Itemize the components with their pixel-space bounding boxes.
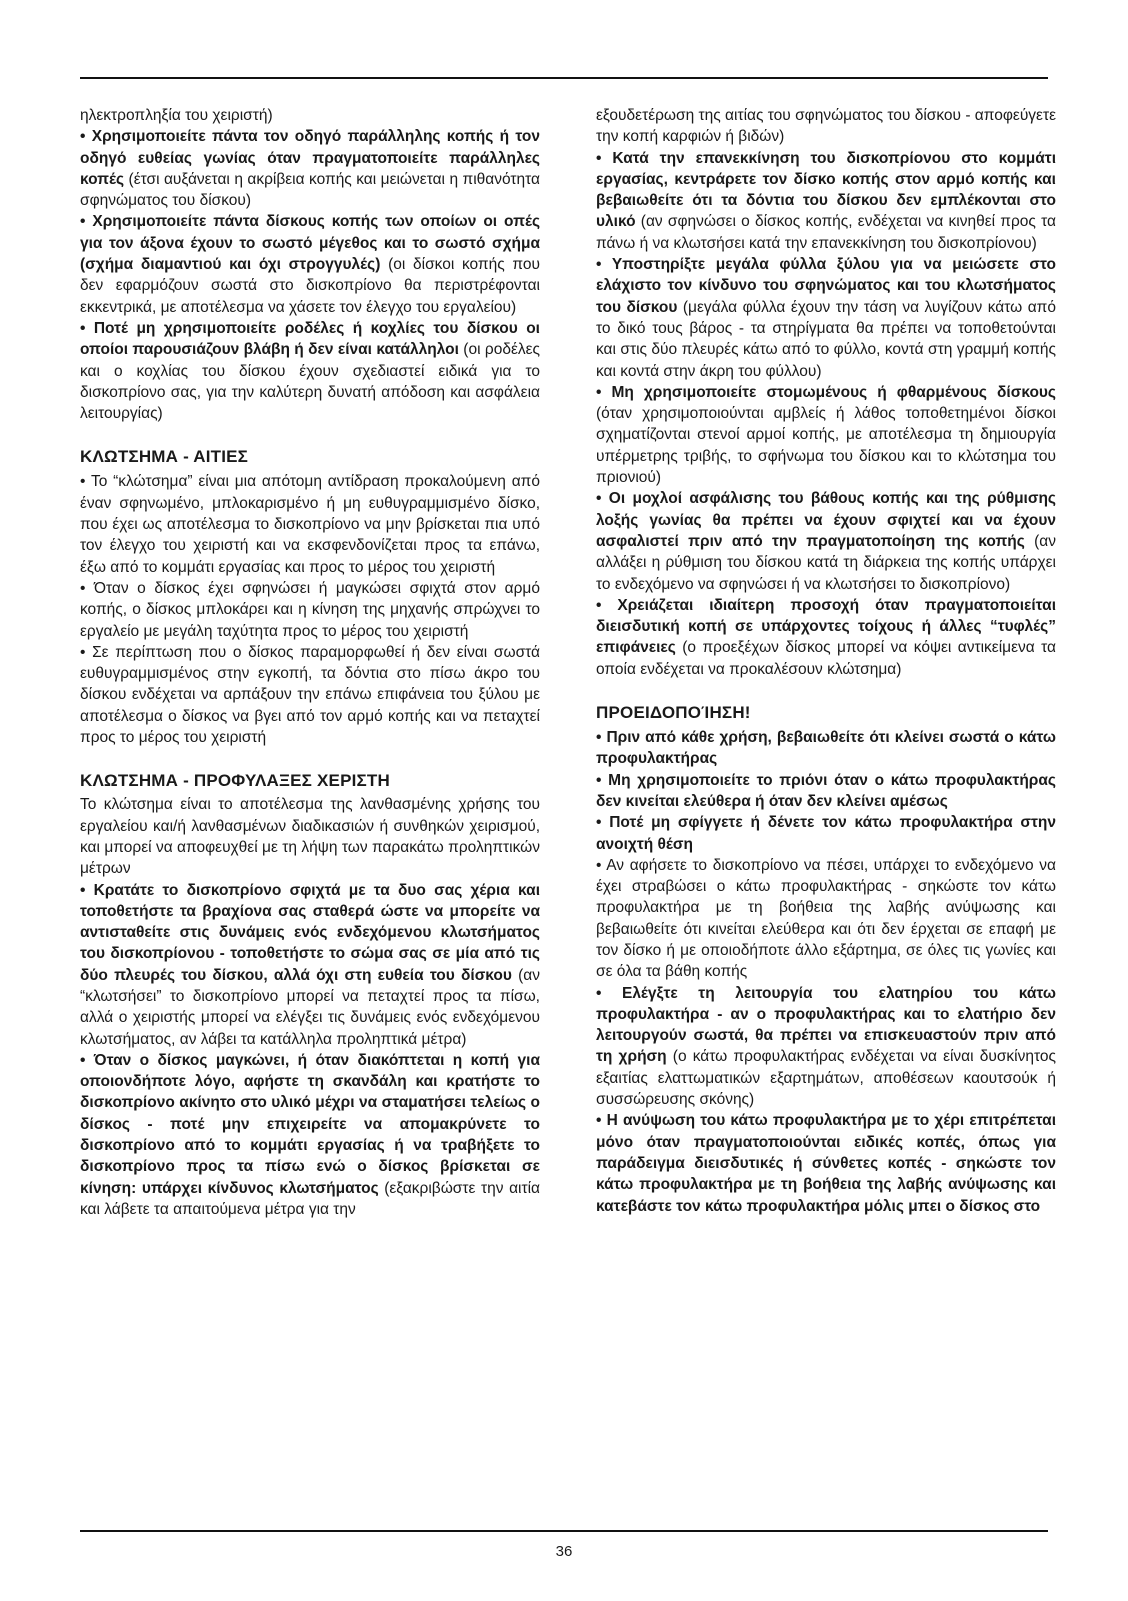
body-text: (αν σφηνώσει ο δίσκος κοπής, ενδέχεται να κινηθεί προς τα πάνω ή να κλωτσήσει κατά την επανεκκίνηση του δισκοπρίονου) bbox=[596, 213, 1056, 252]
paragraph bbox=[596, 595, 1056, 680]
body-text: (οι ροδέλες και ο κοχλίας του δίσκου έχουν σχεδιαστεί ειδικά για το δισκοπρίονο σας, για την καλύτερη δυνατή απόδοση και ασφάλεια λειτουργίας) bbox=[80, 341, 540, 423]
left-column bbox=[80, 105, 540, 1220]
bold-text: • Πριν από κάθε χρήση, βεβαιωθείτε ότι κλείνει σωστά ο κάτω προφυλακτήρας bbox=[596, 729, 1056, 768]
page-number: 36 bbox=[555, 1543, 573, 1560]
paragraph: • Όταν ο δίσκος έχει σφηνώσει ή μαγκώσει σφιχτά στον αρμό κοπής, ο δίσκος μπλοκάρει και η κίνηση της μηχανής σπρώχνει το εργαλείο με μεγάλη ταχύτητα προς το μέρος του χειριστή bbox=[80, 579, 540, 640]
paragraph bbox=[80, 880, 540, 1050]
bold-text: • Μη χρησιμοποιείτε το πριόνι όταν ο κάτω προφυλακτήρας δεν κινείται ελεύθερα ή όταν δεν κλείνει αμέσως bbox=[596, 771, 1056, 810]
bold-text: • Η ανύψωση του κάτω προφυλακτήρα με το χέρι επιτρέπεται μόνο όταν πραγματοποιούνται ειδικές κοπές, όπως για παράδειγμα διεισδυτικές ή σύνθετες κοπές - σηκώστε τον κάτω προφυλακτήρα με τη βοήθεια της λαβής ανύψωσης και κατεβάστε τον κάτω προφυλακτήρα μόλις μπει ο δίσκος στο bbox=[596, 1112, 1056, 1215]
paragraph bbox=[596, 254, 1056, 382]
bold-text: • Ελέγξτε τη λειτουργία του ελατηρίου του κάτω προφυλακτήρα - αν ο προφυλακτήρας και το ελατήριο δεν λειτουργούν σωστά, θα πρέπει να επισκευαστούν πριν από τη χρήση bbox=[596, 984, 1056, 1066]
paragraph: • Σε περίπτωση που ο δίσκος παραμορφωθεί ή δεν είναι σωστά ευθυγραμμισμένος στην εγκοπή, τα δόντια στο πίσω άκρο του δίσκου ενδέχεται να αρπάξουν την επάνω επιφάνεια του ξύλου με αποτέλεσμα ο δίσκος να βγει από τον αρμό κοπής και να πεταχτεί προς το μέρος του χειριστή bbox=[80, 643, 540, 747]
body-text: (όταν χρησιμοποιούνται αμβλείς ή λάθος τοποθετημένοι δίσκοι σχηματίζονται στενοί αρμοί κοπής, με αποτέλεσμα τη δημιουργία υπέρμετρης τριβής, το σφήνωμα του δίσκου και το κλώτσημα του πριονιού) bbox=[596, 405, 1056, 487]
top-rule bbox=[80, 77, 1048, 79]
bold-text: • Κατά την επανεκκίνηση του δισκοπρίονου στο κομμάτι εργασίας, κεντράρετε τον δίσκο κοπής στον αρμό κοπής και βεβαιωθείτε ότι τα δόντια του δίσκου δεν εμπλέκονται στο υλικό bbox=[596, 149, 1056, 231]
bold-text: • Ποτέ μη χρησιμοποιείτε ροδέλες ή κοχλίες του δίσκου οι οποίοι παρουσιάζουν βλάβη ή δεν είναι κατάλληλοι bbox=[80, 319, 540, 359]
bold-text: • Οι μοχλοί ασφάλισης του βάθους κοπής και της ρύθμισης λοξής γωνίας θα πρέπει να έχουν σφιχτεί και να έχουν ασφαλιστεί πριν από την πραγματοποίηση της κοπής bbox=[596, 490, 1056, 550]
bold-text: • Υποστηρίξτε μεγάλα φύλλα ξύλου για να μειώσετε στο ελάχιστο τον κίνδυνο του σφηνώματος και του κλωτσήματος του δίσκου bbox=[596, 256, 1056, 316]
body-text: (έτσι αυξάνεται η ακρίβεια κοπής και μειώνεται η πιθανότητα σφηνώματος του δίσκου) bbox=[80, 170, 540, 210]
bottom-rule bbox=[80, 1530, 1048, 1532]
bold-text: • Κρατάτε το δισκοπρίονο σφιχτά με τα δυο σας χέρια και τοποθετήστε τα βραχίονα σας σταθερά ώστε να μπορείτε να αντισταθείτε στις δυνάμεις ενός ενδεχόμενου κλωτσήματος του δισκοπρίονου - τοποθετήστε το σώμα σας σε μία από τις δύο πλευρές του δίσκου, αλλά όχι στη ευθεία του δίσκου bbox=[80, 881, 540, 984]
body-text: (εξακριβώστε την αιτία και λάβετε τα απαιτούμενα μέτρα για την bbox=[80, 1179, 540, 1218]
right-column bbox=[596, 105, 1056, 1217]
bold-text: • Χρειάζεται ιδιαίτερη προσοχή όταν πραγματοποιείται διεισδυτική κοπή σε υπάρχοντες τοίχους ή άλλες “τυφλές” επιφάνειες bbox=[596, 596, 1056, 657]
body-text: (αν αλλάξει η ρύθμιση του δίσκου κατά τη διάρκεια της κοπής υπάρχει το ενδεχόμενο να σφηνώσει ή να κλωτσήσει το δισκοπρίονο) bbox=[596, 532, 1056, 593]
paragraph: ηλεκτροπληξία του χειριστή) bbox=[80, 107, 273, 124]
body-text: (ο προεξέχων δίσκος μπορεί να κόψει αντικείμενα τα οποία ενδέχεται να προκαλέσουν κλώτσημα) bbox=[596, 639, 1056, 678]
paragraph bbox=[596, 1110, 1056, 1216]
section-heading: ΚΛΩΤΣΗΜΑ - ΑΙΤΙΕΣ bbox=[80, 447, 249, 467]
paragraph: εξουδετέρωση της αιτίας του σφηνώματος του δίσκου - αποφεύγετε την κοπή καρφιών ή βιδών) bbox=[596, 107, 1056, 146]
body-text: (αν “κλωτσήσει” το δισκοπρίονο μπορεί να πεταχτεί προς τα πίσω, αλλά ο χειριστής μπορεί να ελέγξει τις δυνάμεις ενός ενδεχόμενου κλωτσήματος, αν λάβει τα κατάλληλα προληπτικά μέτρα) bbox=[80, 966, 540, 1048]
paragraph bbox=[596, 148, 1056, 254]
paragraph bbox=[596, 983, 1056, 1111]
bold-text: • Μη χρησιμοποιείτε στομωμένους ή φθαρμένους δίσκους bbox=[596, 383, 1056, 401]
paragraph: Το κλώτσημα είναι το αποτέλεσμα της λανθασμένης χρήσης του εργαλείου και/ή λανθασμένων διαδικασιών ή συνθηκών χειρισμού, και μπορεί να αποφευχθεί με τη λήψη των παρακάτω προληπτικών μέτρων bbox=[80, 796, 540, 878]
paragraph bbox=[596, 727, 1056, 770]
paragraph bbox=[596, 770, 1056, 813]
paragraph: • Αν αφήσετε το δισκοπρίονο να πέσει, υπάρχει το ενδεχόμενο να έχει στραβώσει ο κάτω προφυλακτήρας - σηκώστε τον κάτω προφυλακτήρα με τη βοήθεια της λαβής ανύψωσης και βεβαιωθείτε ότι κινείται ελεύθερα και ότι δεν έρχεται σε επαφή με τον δίσκο ή με οποιοδήποτε άλλο εξάρτημα, σε όλες τις γωνίες και σε όλα τα βάθη κοπής bbox=[596, 856, 1056, 981]
warning-heading: ΠΡΟΕΙΔΟΠΟΊΗΣΗ! bbox=[596, 703, 751, 723]
paragraph bbox=[80, 1050, 540, 1220]
section-heading: ΚΛΩΤΣΗΜΑ - ΠΡΟΦΥΛΑΞΕΣ ΧΕΡΙΣΤΗ bbox=[80, 771, 390, 791]
bold-text: • Όταν ο δίσκος μαγκώνει, ή όταν διακόπτεται η κοπή για οποιονδήποτε λόγο, αφήστε τη σκανδάλη και κρατήστε το δισκοπρίονο ακίνητο στο υλικό μέχρι να σταματήσει τελείως ο δίσκος - ποτέ μην επιχειρείτε να απομακρύνετε το δισκοπρίονο από το κομμάτι εργασίας ή να τραβήξετε το δισκοπρίονο προς τα πίσω ενώ ο δίσκος βρίσκεται σε κίνηση: υπάρχει κίνδυνος κλωτσήματος bbox=[80, 1051, 540, 1197]
paragraph bbox=[596, 488, 1056, 594]
bold-text: • Ποτέ μη σφίγγετε ή δένετε τον κάτω προφυλακτήρα στην ανοιχτή θέση bbox=[596, 814, 1056, 853]
paragraph bbox=[80, 126, 540, 211]
body-text: (ο κάτω προφυλακτήρας ενδέχεται να είναι δυσκίνητος εξαιτίας ελαττωματικών εξαρτημάτων, αποθέσεων καουτσούκ ή συσσώρευσης σκόνης) bbox=[596, 1048, 1056, 1109]
bold-text: • Χρησιμοποιείτε πάντα δίσκους κοπής των οποίων οι οπές για τον άξονα έχουν το σωστό μέγεθος και το σωστό σχήμα (σχήμα διαμαντιού και όχι στρογγυλές) bbox=[80, 213, 540, 274]
paragraph bbox=[80, 318, 540, 424]
paragraph bbox=[596, 382, 1056, 488]
body-text: (μεγάλα φύλλα έχουν την τάση να λυγίζουν κάτω από το δικό τους βάρος - τα στηρίγματα θα πρέπει να τοποθετούνται και στις δύο πλευρές κάτω από το φύλλο, κοντά στη γραμμή κοπής και κοντά στην άκρη του φύλλου) bbox=[596, 298, 1056, 380]
body-text: (οι δίσκοι κοπής που δεν εφαρμόζουν σωστά στο δισκοπρίονο θα περιστρέφονται εκκεντρικά, με αποτέλεσμα να χάσετε τον έλεγχο του εργαλείου) bbox=[80, 256, 540, 316]
paragraph bbox=[80, 211, 540, 317]
bold-text: • Χρησιμοποιείτε πάντα τον οδηγό παράλληλης κοπής ή τον οδηγό ευθείας γωνίας όταν πραγματοποιείτε παράλληλες κοπές bbox=[80, 128, 540, 188]
paragraph bbox=[596, 812, 1056, 855]
paragraph: • Το “κλώτσημα” είναι μια απότομη αντίδραση προκαλούμενη από έναν σφηνωμένο, μπλοκαρισμένο ή μη ευθυγραμμισμένο δίσκο, που έχει ως αποτέλεσμα το δισκοπρίονο να μην βρίσκεται πια υπό τον έλεγχο του χειριστή και να εκσφενδονίζεται προς τα επάνω, έξω από το κομμάτι εργασίας και προς το μέρος του χειριστή bbox=[80, 473, 540, 576]
